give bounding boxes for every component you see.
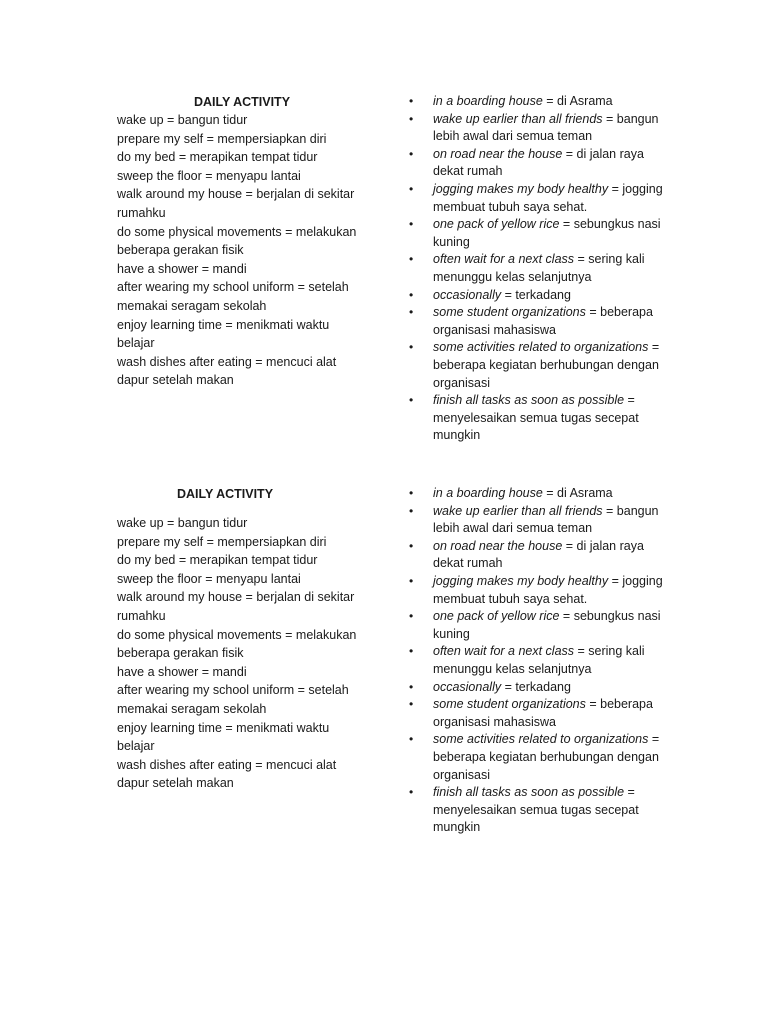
translation-text: = sering kali <box>574 252 645 267</box>
item-text <box>433 731 679 784</box>
list-item <box>409 731 679 784</box>
item-line <box>433 269 679 287</box>
bullet-icon: • <box>409 644 414 659</box>
list-item <box>409 784 679 837</box>
translation-text: = <box>648 340 660 355</box>
english-phrase: occasionally <box>433 679 502 694</box>
list-item <box>409 251 679 286</box>
item-text <box>433 679 679 697</box>
block-title: DAILY ACTIVITY <box>193 95 291 109</box>
bullet-list-right-2 <box>409 485 679 837</box>
vocab-line: do some physical movements = melakukan <box>117 224 357 239</box>
vocab-line: memakai seragam sekolah <box>117 298 267 313</box>
bullet-icon: • <box>409 732 414 747</box>
english-phrase: jogging makes my body healthy <box>433 573 609 588</box>
left-lines <box>117 514 377 793</box>
item-line <box>433 573 679 591</box>
item-line <box>433 784 679 802</box>
english-phrase: some activities related to organizations <box>433 340 649 355</box>
item-text <box>433 251 679 286</box>
list-item <box>409 392 679 445</box>
item-line <box>433 696 679 714</box>
item-line <box>433 163 679 181</box>
vocab-line: dapur setelah makan <box>117 373 234 388</box>
list-item <box>409 573 679 608</box>
item-line <box>433 128 679 146</box>
translation-text: organisasi <box>433 767 490 782</box>
bullet-icon: • <box>409 146 414 161</box>
english-phrase: some student organizations <box>433 697 586 712</box>
item-text <box>433 538 679 573</box>
translation-text: organisasi mahasiswa <box>433 322 556 337</box>
item-text <box>433 573 679 608</box>
translation-text: menunggu kelas selanjutnya <box>433 661 592 676</box>
english-phrase: some activities related to organizations <box>433 732 649 747</box>
vocab-line: enjoy learning time = menikmati waktu <box>117 317 330 332</box>
vocab-list-left-2 <box>117 485 377 793</box>
list-item <box>409 146 679 181</box>
list-item <box>409 696 679 731</box>
vocab-line: do my bed = merapikan tempat tidur <box>117 553 318 568</box>
item-line <box>433 503 679 521</box>
vocab-line: after wearing my school uniform = setelah <box>117 280 349 295</box>
translation-text: = beberapa <box>585 697 653 712</box>
translation-text: = di Asrama <box>542 94 613 108</box>
item-line <box>433 357 679 375</box>
translation-text: lebih awal dari semua teman <box>433 129 593 144</box>
english-phrase: one pack of yellow rice <box>433 609 560 624</box>
item-line <box>433 608 679 626</box>
translation-text: = <box>624 785 635 800</box>
item-line <box>433 410 679 428</box>
vocab-list-left-1 <box>117 93 377 390</box>
translation-text: mungkin <box>433 428 481 443</box>
translation-text: kuning <box>433 234 470 249</box>
list-item <box>409 111 679 146</box>
item-line <box>433 339 679 357</box>
english-phrase: in a boarding house <box>433 94 543 108</box>
bullet-icon: • <box>409 393 414 408</box>
vocab-line: beberapa gerakan fisik <box>117 646 244 661</box>
english-phrase: in a boarding house <box>433 486 543 500</box>
item-line <box>433 819 679 837</box>
vocab-line: have a shower = mandi <box>117 261 247 276</box>
translation-text: dekat rumah <box>433 556 503 571</box>
list-item <box>409 287 679 305</box>
list-item <box>409 216 679 251</box>
translation-text: = terkadang <box>501 287 571 302</box>
item-text <box>433 392 679 445</box>
english-phrase: often wait for a next class <box>433 644 575 659</box>
translation-text: = terkadang <box>501 679 571 694</box>
translation-text: = di jalan raya <box>562 538 644 553</box>
english-phrase: on road near the house <box>433 538 563 553</box>
list-item <box>409 679 679 697</box>
list-item <box>409 304 679 339</box>
vocab-line: sweep the floor = menyapu lantai <box>117 571 301 586</box>
translation-text: = sering kali <box>574 644 645 659</box>
translation-text: membuat tubuh saya sehat. <box>433 591 588 606</box>
vocab-line: enjoy learning time = menikmati waktu <box>117 720 330 735</box>
english-phrase: one pack of yellow rice <box>433 217 560 232</box>
item-line <box>433 392 679 410</box>
item-text <box>433 287 679 305</box>
translation-text: membuat tubuh saya sehat. <box>433 199 588 214</box>
vocab-line: wash dishes after eating = mencuci alat <box>117 757 337 772</box>
item-text <box>433 93 679 111</box>
bullet-icon: • <box>409 111 414 126</box>
item-line <box>433 111 679 129</box>
item-line <box>433 749 679 767</box>
vocab-line: belajar <box>117 739 155 754</box>
item-line <box>433 731 679 749</box>
translation-text: = di jalan raya <box>562 146 644 161</box>
item-line <box>433 251 679 269</box>
vocab-line: do some physical movements = melakukan <box>117 627 357 642</box>
item-line <box>433 555 679 573</box>
bullet-icon: • <box>409 305 414 320</box>
translation-text: = bangun <box>602 503 659 518</box>
vocab-line: rumahku <box>117 608 166 623</box>
vocab-line: after wearing my school uniform = setelah <box>117 683 349 698</box>
item-text <box>433 216 679 251</box>
item-text <box>433 339 679 392</box>
translation-text: = bangun <box>602 111 659 126</box>
translation-text: = jogging <box>608 573 663 588</box>
bullet-icon: • <box>409 538 414 553</box>
translation-text: = beberapa <box>585 305 653 320</box>
translation-text: dekat rumah <box>433 164 503 179</box>
item-line <box>433 234 679 252</box>
translation-text: menyelesaikan semua tugas secepat <box>433 802 639 817</box>
item-line <box>433 427 679 445</box>
vocab-line: wake up = bangun tidur <box>117 516 248 530</box>
list-item <box>409 608 679 643</box>
item-line <box>433 322 679 340</box>
english-phrase: wake up earlier than all friends <box>433 111 603 126</box>
bullet-icon: • <box>409 287 414 302</box>
item-line <box>433 591 679 609</box>
english-phrase: on road near the house <box>433 146 563 161</box>
vocab-line: beberapa gerakan fisik <box>117 243 244 258</box>
bullet-icon: • <box>409 181 414 196</box>
item-text <box>433 485 679 503</box>
vocab-line: sweep the floor = menyapu lantai <box>117 168 301 183</box>
translation-text: beberapa kegiatan berhubungan dengan <box>433 357 659 372</box>
bullet-icon: • <box>409 573 414 588</box>
english-phrase: finish all tasks as soon as possible <box>433 393 625 408</box>
translation-text: = sebungkus nasi <box>559 217 661 232</box>
item-line <box>433 485 679 503</box>
translation-text: menyelesaikan semua tugas secepat <box>433 410 639 425</box>
item-line <box>433 802 679 820</box>
left-lines <box>117 111 377 390</box>
vocab-line: prepare my self = mempersiapkan diri <box>117 131 327 146</box>
vocab-line: wash dishes after eating = mencuci alat <box>117 354 337 369</box>
item-line <box>433 304 679 322</box>
bullet-icon: • <box>409 486 414 500</box>
vocab-line: walk around my house = berjalan di sekitar <box>117 187 355 202</box>
vocab-line: do my bed = merapikan tempat tidur <box>117 150 318 165</box>
item-line <box>433 643 679 661</box>
english-phrase: often wait for a next class <box>433 252 575 267</box>
translation-text: kuning <box>433 626 470 641</box>
list-item <box>409 93 679 111</box>
bullet-icon: • <box>409 217 414 232</box>
item-line <box>433 767 679 785</box>
bullet-icon: • <box>409 609 414 624</box>
item-text <box>433 304 679 339</box>
english-phrase: finish all tasks as soon as possible <box>433 785 625 800</box>
vocab-line: prepare my self = mempersiapkan diri <box>117 534 327 549</box>
item-text <box>433 643 679 678</box>
translation-text: = <box>648 732 660 747</box>
translation-text: = <box>624 393 635 408</box>
english-phrase: wake up earlier than all friends <box>433 503 603 518</box>
vocab-line: rumahku <box>117 205 166 220</box>
item-text <box>433 784 679 837</box>
translation-text: beberapa kegiatan berhubungan dengan <box>433 749 659 764</box>
item-text <box>433 181 679 216</box>
item-text <box>433 503 679 538</box>
translation-text: lebih awal dari semua teman <box>433 521 593 536</box>
bullet-icon: • <box>409 252 414 267</box>
vocab-line: belajar <box>117 336 155 351</box>
item-line <box>433 181 679 199</box>
bullet-icon: • <box>409 697 414 712</box>
item-line <box>433 375 679 393</box>
translation-text: = sebungkus nasi <box>559 609 661 624</box>
list-item <box>409 181 679 216</box>
list-item <box>409 503 679 538</box>
item-line <box>433 679 679 697</box>
item-line <box>433 538 679 556</box>
translation-text: mungkin <box>433 820 481 835</box>
translation-text: menunggu kelas selanjutnya <box>433 269 592 284</box>
bullet-icon: • <box>409 340 414 355</box>
bullet-icon: • <box>409 94 414 108</box>
item-line <box>433 93 679 111</box>
translation-text: = jogging <box>608 181 663 196</box>
item-line <box>433 146 679 164</box>
translation-text: = di Asrama <box>542 486 613 500</box>
block-title: DAILY ACTIVITY <box>176 487 274 501</box>
bullet-icon: • <box>409 503 414 518</box>
vocab-line: have a shower = mandi <box>117 664 247 679</box>
bullet-icon: • <box>409 679 414 694</box>
vocab-line: dapur setelah makan <box>117 776 234 791</box>
item-line <box>433 287 679 305</box>
item-line <box>433 216 679 234</box>
list-item <box>409 643 679 678</box>
item-line <box>433 626 679 644</box>
english-phrase: jogging makes my body healthy <box>433 181 609 196</box>
item-text <box>433 111 679 146</box>
english-phrase: occasionally <box>433 287 502 302</box>
vocab-line: memakai seragam sekolah <box>117 701 267 716</box>
item-line <box>433 714 679 732</box>
item-line <box>433 520 679 538</box>
list-item <box>409 538 679 573</box>
list-item <box>409 485 679 503</box>
bullet-list-right-1 <box>409 93 679 445</box>
list-item <box>409 339 679 392</box>
item-line <box>433 199 679 217</box>
vocab-line: walk around my house = berjalan di sekitar <box>117 590 355 605</box>
item-text <box>433 608 679 643</box>
item-text <box>433 696 679 731</box>
translation-text: organisasi <box>433 375 490 390</box>
vocab-line: wake up = bangun tidur <box>117 113 248 127</box>
translation-text: organisasi mahasiswa <box>433 714 556 729</box>
bullet-icon: • <box>409 785 414 800</box>
english-phrase: some student organizations <box>433 305 586 320</box>
item-text <box>433 146 679 181</box>
item-line <box>433 661 679 679</box>
